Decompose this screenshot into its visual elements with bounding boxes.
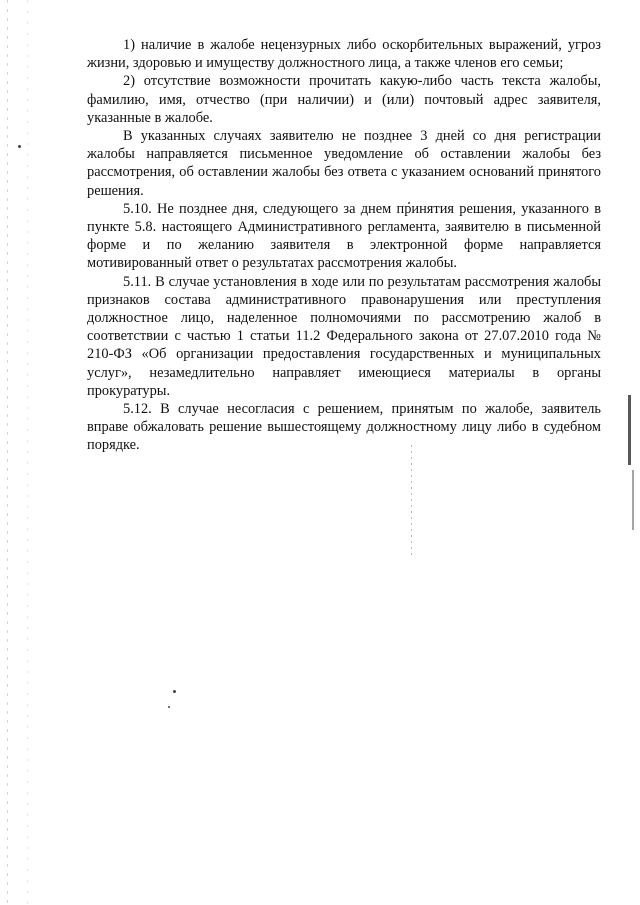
- document-body: [87, 36, 601, 455]
- paragraph-item-1: 1) наличие в жалобе нецензурных либо оскорбительных выражений, угроз жизни, здоровью и имуществу должностного лица, а также членов его семьи;: [87, 37, 601, 72]
- paragraph-refusal-notice: В указанных случаях заявителю не позднее 3 дней со дня регистрации жалобы направляется письменное уведомление об оставлении жалобы без рассмотрения, об оставлении жалобы без ответа с указанием оснований принятого решения.: [87, 128, 601, 199]
- scan-artifact-left-edge: [7, 0, 8, 905]
- paragraph-5-10: 5.10. Не позднее дня, следующего за днем принятия решения, указанного в пункте 5.8. настоящего Административного регламента, заявителю в письменной форме и по желанию заявителя в электронной форме направляется мотивированный ответ о результатах рассмотрения жалобы.: [87, 200, 601, 272]
- scan-speck: [18, 145, 21, 148]
- scan-artifact-left-line: [27, 0, 28, 905]
- paragraph-5-11: 5.11. В случае установления в ходе или по результатам рассмотрения жалобы признаков состава административного правонарушения или преступления должностное лицо, наделенное полномочиями по рассмотрению жалоб в соответствии с частью 1 статьи 11.2 Федерального закона от 27.07.2010 года № 210-ФЗ «Об организации предоставления государственных и муниципальных услуг», незамедлительно направляет имеющиеся материалы в органы прокуратуры.: [87, 273, 601, 399]
- paragraph-5-12: 5.12. В случае несогласия с решением, принятым по жалобе, заявитель вправе обжаловать решение вышестоящему должностному лицу либо в судебном порядке.: [87, 401, 601, 454]
- scan-artifact-right-edge: [628, 395, 631, 465]
- scan-artifact-center-line: [411, 445, 412, 555]
- scan-artifact-right-edge-faint: [632, 470, 634, 530]
- paragraph-item-2: 2) отсутствие возможности прочитать какую-либо часть текста жалобы, фамилию, имя, отчество (при наличии) и (или) почтовый адрес заявителя, указанные в жалобе.: [87, 73, 601, 126]
- scan-speck: [168, 706, 170, 708]
- scan-speck: [173, 690, 176, 693]
